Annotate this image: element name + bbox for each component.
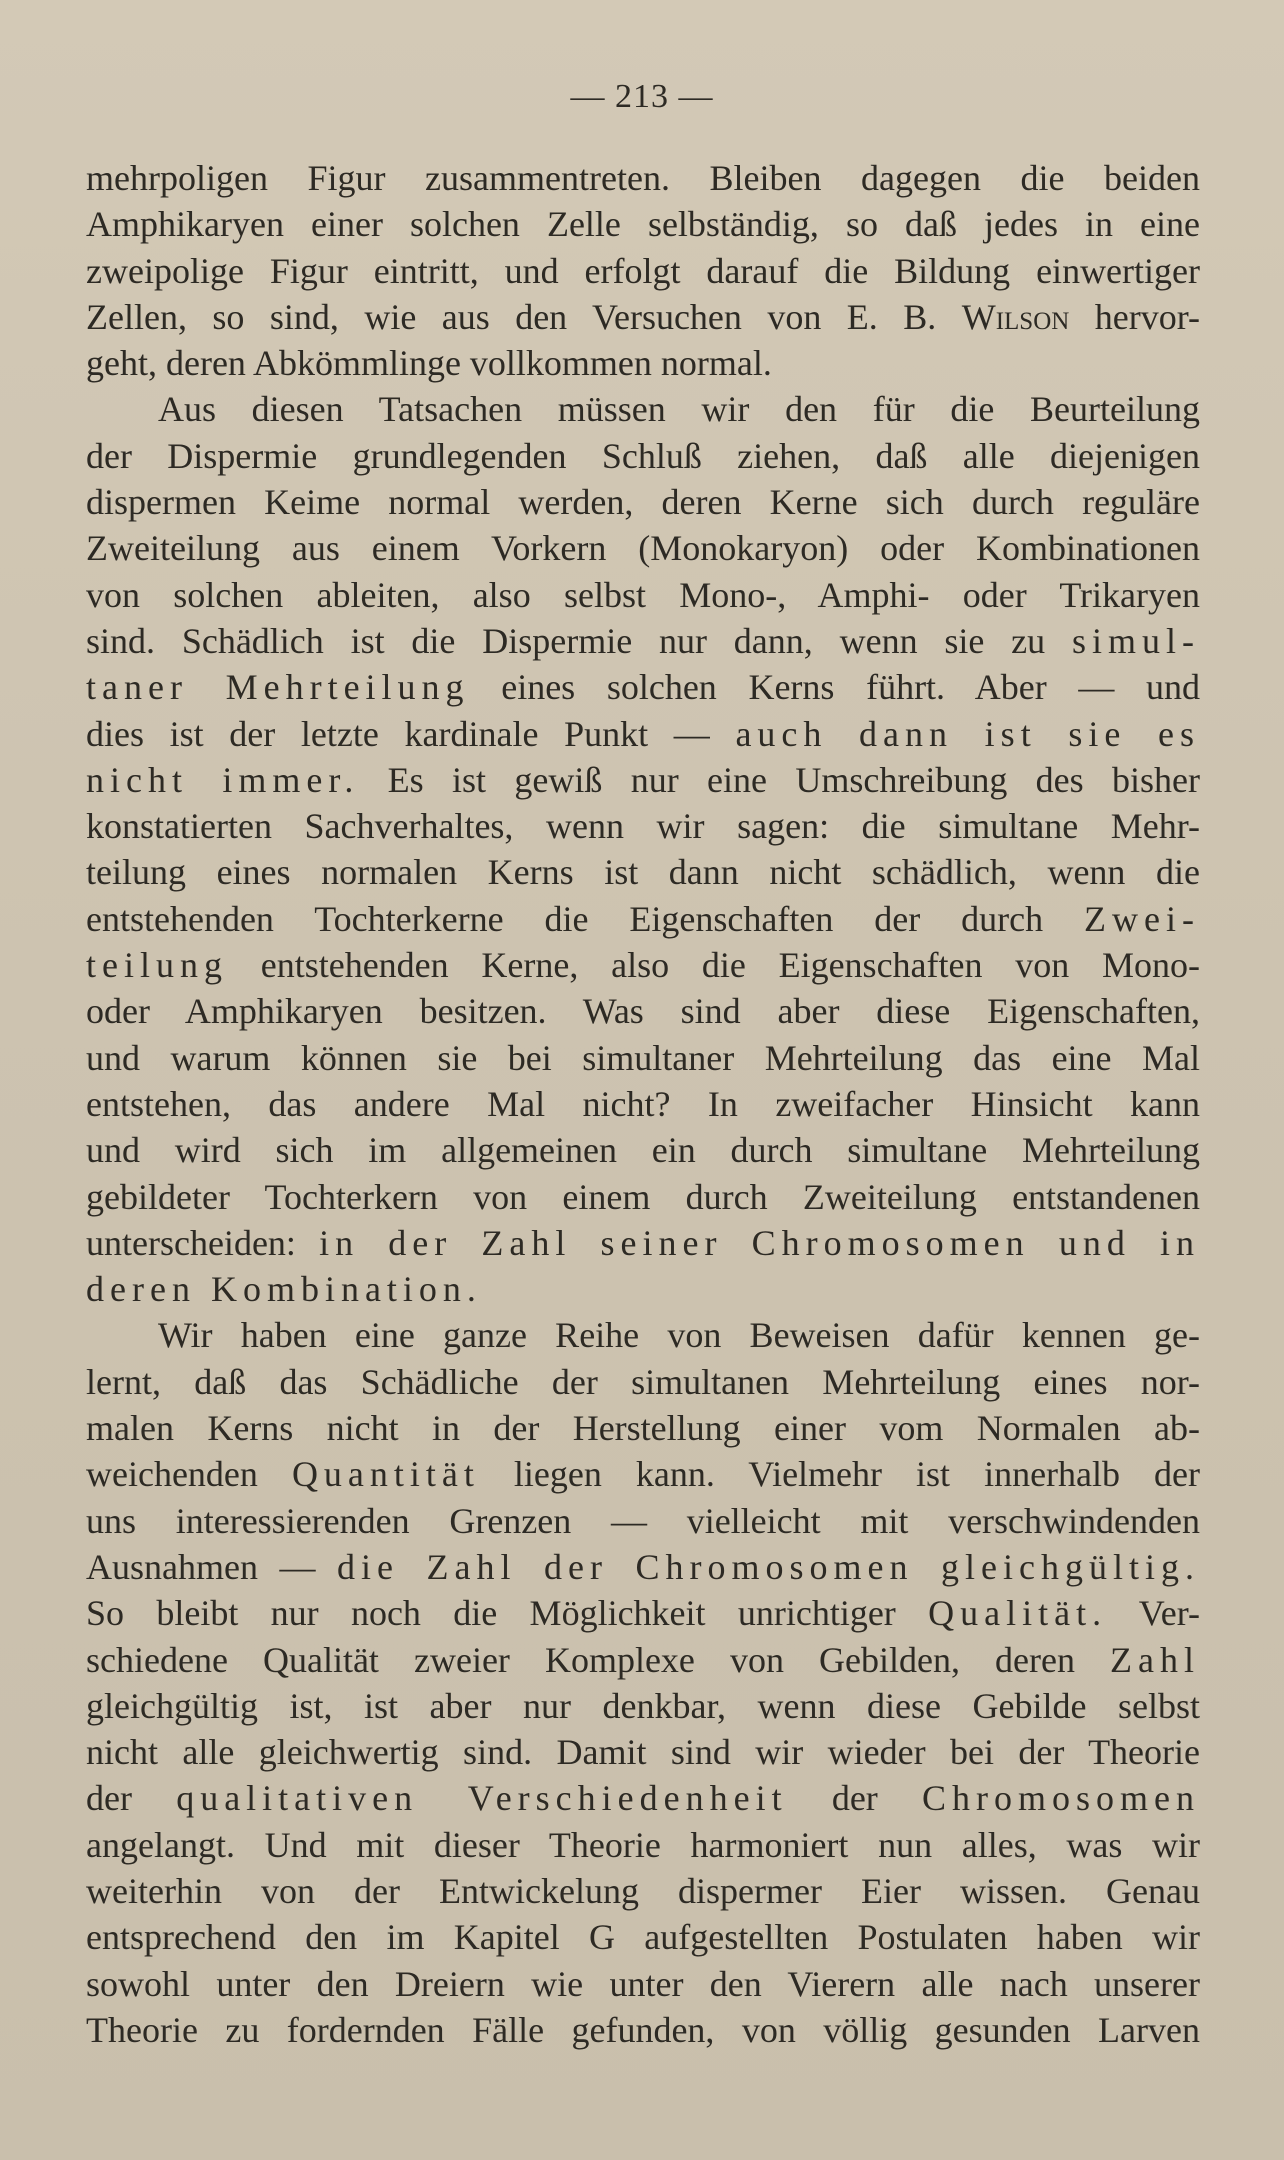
text-segment: unterscheiden: — [86, 1222, 320, 1263]
spaced-emphasis: Zahl — [1110, 1639, 1200, 1680]
spaced-emphasis: nicht immer. — [86, 759, 360, 800]
text-line — [86, 1822, 1200, 1868]
text-line — [86, 1174, 1200, 1220]
text-line — [86, 1035, 1200, 1081]
text-line — [86, 1729, 1200, 1775]
text-segment: Theorie zu fordernden Fälle gefunden, von völlig gesunden Larven — [86, 2009, 1200, 2050]
text-segment: der — [787, 1778, 923, 1819]
text-segment: sowohl unter den Dreiern wie unter den Vierern alle nach unserer — [86, 1963, 1200, 2004]
text-line — [86, 1498, 1200, 1544]
text-segment: teilung eines normalen Kerns ist dann nicht schädlich, wenn die — [86, 852, 1200, 893]
text-line — [86, 664, 1200, 710]
text-line — [86, 1868, 1200, 1914]
spaced-emphasis: in der Zahl seiner Chromosomen und in — [319, 1222, 1201, 1263]
text-segment: oder Amphikaryen besitzen. Was sind aber diese Eigenschaften, — [86, 991, 1200, 1032]
text-segment: Zweiteilung aus einem Vorkern (Monokaryon) oder Kombinationen — [86, 528, 1200, 569]
text-line — [86, 849, 1200, 895]
text-line — [86, 1266, 1200, 1312]
spaced-emphasis: teilung — [86, 945, 228, 986]
body-text — [86, 155, 1200, 2053]
text-segment: Ausnahmen — — [86, 1546, 338, 1587]
text-segment: mehrpoligen Figur zusammentreten. Bleiben dagegen die beiden — [86, 158, 1200, 198]
text-line — [86, 1544, 1200, 1590]
text-segment: zweipolige Figur eintritt, und erfolgt darauf die Bildung einwertiger — [86, 250, 1200, 291]
text-line — [86, 1914, 1200, 1960]
text-line — [86, 1081, 1200, 1127]
text-segment: geht, deren Abkömmlinge vollkommen normal. — [86, 343, 772, 384]
text-segment: von solchen ableiten, also selbst Mono-, Amphi- oder Trikaryen — [86, 574, 1200, 615]
text-line — [86, 757, 1200, 803]
text-segment: hervor- — [1069, 296, 1200, 337]
text-segment: dispermen Keime normal werden, deren Kerne sich durch reguläre — [86, 482, 1200, 523]
text-segment: gleichgültig ist, ist aber nur denkbar, wenn diese Gebilde selbst — [86, 1685, 1200, 1726]
text-segment: entstehen, das andere Mal nicht? In zweifacher Hinsicht kann — [86, 1083, 1200, 1124]
spaced-emphasis: qualitativen Verschiedenheit — [176, 1778, 788, 1819]
spaced-emphasis: deren Kombination. — [86, 1269, 482, 1310]
text-line — [86, 1775, 1200, 1821]
small-caps-name: Wilson — [961, 296, 1070, 337]
text-segment: eines solchen Kerns führt. Aber — und — [469, 667, 1200, 708]
text-line — [86, 155, 1200, 201]
text-line — [86, 1683, 1200, 1729]
text-segment: gebildeter Tochterkern von einem durch Zweiteilung entstandenen — [86, 1176, 1200, 1217]
text-line — [86, 803, 1200, 849]
text-line — [86, 988, 1200, 1034]
text-segment: malen Kerns nicht in der Herstellung einer vom Normalen ab- — [86, 1408, 1200, 1449]
text-segment: angelangt. Und mit dieser Theorie harmoniert nun alles, was wir — [86, 1824, 1200, 1865]
spaced-emphasis: die Zahl der Chromosomen gleichgültig. — [337, 1546, 1200, 1587]
text-segment: Wir haben eine ganze Reihe von Beweisen dafür kennen ge- — [158, 1315, 1200, 1356]
text-segment: nicht alle gleichwertig sind. Damit sind wir wieder bei der Theorie — [86, 1732, 1200, 1773]
text-line — [86, 1359, 1200, 1405]
text-line — [86, 386, 1200, 432]
text-segment: weiterhin von der Entwickelung dispermer Eier wissen. Genau — [86, 1870, 1200, 1911]
text-line — [86, 896, 1200, 942]
text-line — [86, 618, 1200, 664]
text-segment: weichenden — [86, 1454, 292, 1495]
text-line — [86, 1961, 1200, 2007]
text-line — [86, 433, 1200, 479]
text-line — [86, 942, 1200, 988]
text-segment: und wird sich im allgemeinen ein durch simultane Mehrteilung — [86, 1130, 1200, 1171]
text-segment: entsprechend den im Kapitel G aufgestellten Postulaten haben wir — [86, 1917, 1200, 1958]
text-line — [86, 2007, 1200, 2053]
text-segment: liegen kann. Vielmehr ist innerhalb der — [479, 1454, 1200, 1495]
text-segment: entstehenden Kerne, also die Eigenschaften von Mono- — [227, 945, 1200, 986]
text-segment: uns interessierenden Grenzen — vielleicht mit verschwindenden — [86, 1500, 1200, 1541]
text-line — [86, 525, 1200, 571]
text-line — [86, 1590, 1200, 1636]
text-line — [86, 1220, 1200, 1266]
spaced-emphasis: Qualität. — [928, 1593, 1108, 1634]
text-line — [86, 479, 1200, 525]
text-segment: Ver- — [1107, 1593, 1200, 1634]
text-line — [86, 1405, 1200, 1451]
text-segment: sind. Schädlich ist die Dispermie nur dann, wenn sie zu — [86, 620, 1072, 661]
text-segment: Amphikaryen einer solchen Zelle selbständig, so daß jedes in eine — [86, 204, 1200, 245]
spaced-emphasis: taner Mehrteilung — [86, 667, 470, 708]
text-line — [86, 572, 1200, 618]
text-segment: Zellen, so sind, wie aus den Versuchen von E. B. — [86, 296, 962, 337]
text-segment: dies ist der letzte kardinale Punkt — — [86, 713, 736, 754]
spaced-emphasis: Chromosomen — [922, 1778, 1201, 1819]
text-segment: schiedene Qualität zweier Komplexe von Gebilden, deren — [86, 1639, 1111, 1680]
spaced-emphasis: Quantität — [291, 1454, 480, 1495]
text-line — [86, 1127, 1200, 1173]
text-segment: lernt, daß das Schädliche der simultanen Mehrteilung eines nor- — [86, 1361, 1200, 1402]
text-segment: So bleibt nur noch die Möglichkeit unrichtiger — [86, 1593, 929, 1634]
text-segment: Aus diesen Tatsachen müssen wir den für die Beurteilung — [158, 389, 1200, 430]
page-number: — 213 — — [570, 78, 714, 115]
text-segment: der — [86, 1778, 177, 1819]
text-segment: Es ist gewiß nur eine Umschreibung des bisher — [359, 759, 1200, 800]
text-line — [86, 711, 1200, 757]
text-segment: der Dispermie grundlegenden Schluß ziehen, daß alle diejenigen — [86, 435, 1200, 476]
spaced-emphasis: Zwei- — [1084, 898, 1200, 939]
text-segment: entstehenden Tochterkerne die Eigenschaften der durch — [86, 898, 1085, 939]
text-line — [86, 201, 1200, 247]
text-line — [86, 294, 1200, 340]
text-line — [86, 340, 1200, 386]
text-segment: konstatierten Sachverhaltes, wenn wir sagen: die simultane Mehr- — [86, 806, 1200, 847]
text-line — [86, 1637, 1200, 1683]
text-line — [86, 1312, 1200, 1358]
spaced-emphasis: simul- — [1071, 620, 1200, 661]
text-line — [86, 248, 1200, 294]
text-segment: und warum können sie bei simultaner Mehrteilung das eine Mal — [86, 1037, 1200, 1078]
spaced-emphasis: auch dann ist sie es — [735, 713, 1200, 754]
text-line — [86, 1451, 1200, 1497]
